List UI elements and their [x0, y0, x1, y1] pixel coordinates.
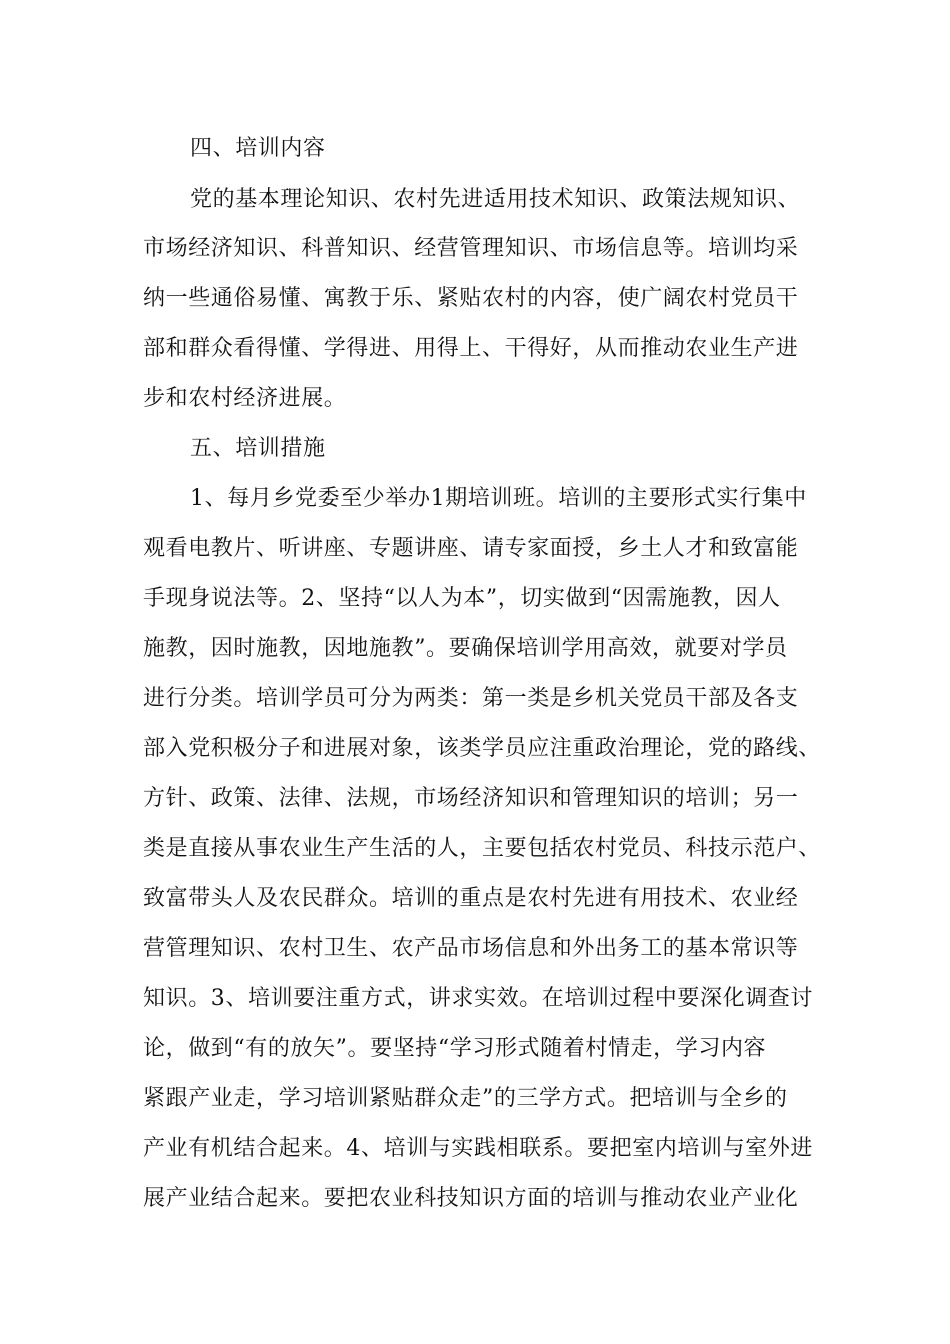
paragraph-line: 致富带头人及农民群众。培训的重点是农村先进有用技术、农业经 — [143, 886, 799, 911]
paragraph-line: 知识。3、培训要注重方式，讲求实效。在培训过程中要深化调查讨 — [143, 986, 813, 1011]
paragraph-line: 营管理知识、农村卫生、农产品市场信息和外出务工的基本常识等 — [143, 936, 799, 961]
paragraph-line: 紧跟产业走，学习培训紧贴群众走”的三学方式。把培训与全乡的 — [143, 1086, 788, 1111]
paragraph-line: 市场经济知识、科普知识、经营管理知识、市场信息等。培训均采 — [143, 236, 799, 261]
paragraph-line: 进行分类。培训学员可分为两类：第一类是乡机关党员干部及各支 — [143, 686, 799, 711]
paragraph-line: 展产业结合起来。要把农业科技知识方面的培训与推动农业产业化 — [143, 1186, 799, 1211]
paragraph-line: 产业有机结合起来。4、培训与实践相联系。要把室内培训与室外进 — [143, 1136, 813, 1161]
paragraph-line: 部入党积极分子和进展对象，该类学员应注重政治理论，党的路线、 — [143, 736, 822, 761]
section-heading-training-measures: 五、培训措施 — [190, 436, 326, 461]
paragraph-line: 方针、政策、法律、法规，市场经济知识和管理知识的培训；另一 — [143, 786, 799, 811]
paragraph-line: 1、每月乡党委至少举办1期培训班。培训的主要形式实行集中 — [190, 486, 807, 511]
paragraph-line: 观看电教片、听讲座、专题讲座、请专家面授，乡土人才和致富能 — [143, 536, 799, 561]
paragraph-line: 施教，因时施教，因地施教”。要确保培训学用高效，就要对学员 — [143, 636, 788, 661]
paragraph-line: 论，做到“有的放矢”。要坚持“学习形式随着村情走，学习内容 — [143, 1036, 767, 1061]
paragraph-line: 手现身说法等。2、坚持“以人为本”，切实做到“因需施教，因人 — [143, 586, 781, 611]
section-heading-training-content: 四、培训内容 — [190, 136, 326, 161]
paragraph-line: 步和农村经济进展。 — [143, 386, 347, 411]
paragraph-line: 部和群众看得懂、学得进、用得上、干得好，从而推动农业生产进 — [143, 336, 799, 361]
paragraph-line: 类是直接从事农业生产生活的人，主要包括农村党员、科技示范户、 — [143, 836, 822, 861]
paragraph-line: 党的基本理论知识、农村先进适用技术知识、政策法规知识、 — [190, 187, 801, 212]
paragraph-line: 纳一些通俗易懂、寓教于乐、紧贴农村的内容，使广阔农村党员干 — [143, 286, 799, 311]
